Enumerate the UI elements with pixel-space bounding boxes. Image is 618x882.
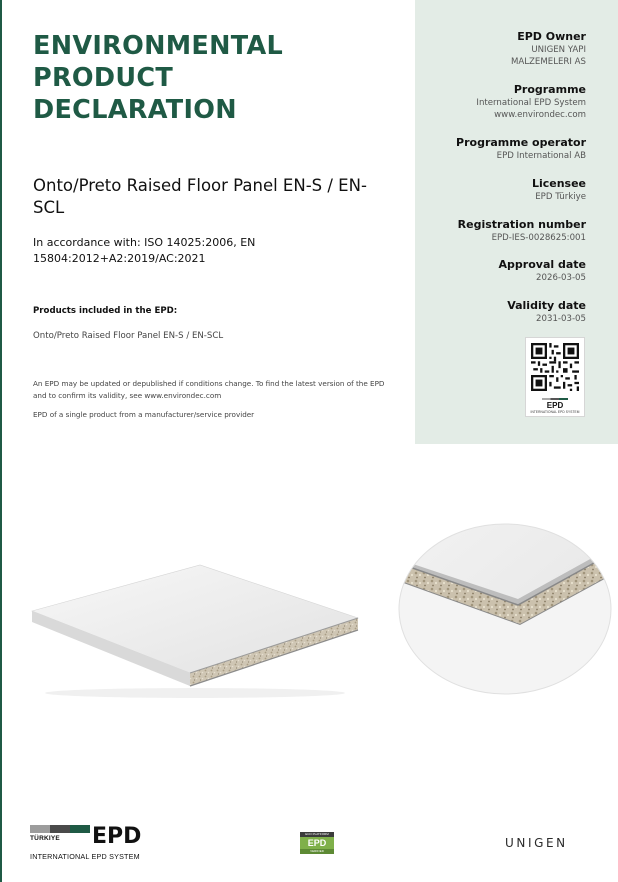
approval-block bbox=[499, 258, 586, 284]
update-note: An EPD may be updated or depublished if conditions change. To find the latest version of the EPD and to confirm its validity, see www.environdec.com bbox=[33, 379, 385, 400]
title-line-1: ENVIRONMENTAL bbox=[33, 31, 284, 61]
epd-logo-international: INTERNATIONAL EPD SYSTEM bbox=[30, 852, 140, 861]
qr-epd-subtext: INTERNATIONAL EPD SYSTEM bbox=[530, 410, 580, 414]
operator-label: Programme operator bbox=[456, 136, 586, 149]
registration-block bbox=[458, 218, 586, 244]
title-line-3: DECLARATION bbox=[33, 95, 237, 125]
registration-value: EPD-IES-0028625:001 bbox=[491, 233, 586, 243]
epd-owner-block bbox=[511, 30, 586, 68]
epd-owner-value-2: MALZEMELERI AS bbox=[510, 57, 586, 67]
epd-logo-stripes bbox=[30, 825, 90, 833]
programme-value-1: International EPD System bbox=[476, 98, 586, 108]
qr-epd-stripes bbox=[542, 398, 568, 400]
approval-label: Approval date bbox=[498, 258, 586, 271]
title-line-2: PRODUCT bbox=[33, 63, 174, 93]
epd-owner-value-1: UNIGEN YAPI bbox=[531, 45, 586, 55]
epd-logo-text: EPD bbox=[92, 824, 142, 849]
qr-code-box[interactable] bbox=[525, 337, 585, 417]
eco-platform-epd: EPD bbox=[300, 837, 334, 849]
operator-block bbox=[456, 136, 586, 162]
epd-logo-turkiye: TÜRKIYE bbox=[30, 835, 60, 842]
qr-code-icon bbox=[531, 343, 579, 391]
products-included-label: Products included in the EPD: bbox=[33, 306, 178, 316]
unigen-brand-logo: UNIGEN bbox=[505, 836, 568, 850]
single-product-note: EPD of a single product from a manufacturer/service provider bbox=[33, 410, 255, 419]
products-included-value: Onto/Preto Raised Floor Panel EN-S / EN-SCL bbox=[33, 331, 224, 341]
registration-label: Registration number bbox=[457, 218, 586, 231]
qr-epd-label bbox=[526, 398, 584, 414]
licensee-value: EPD Türkiye bbox=[535, 192, 586, 202]
validity-label: Validity date bbox=[507, 299, 586, 312]
approval-value: 2026-03-05 bbox=[536, 273, 586, 283]
eco-platform-logo bbox=[300, 832, 334, 854]
programme-block bbox=[476, 83, 586, 121]
product-name: Onto/Preto Raised Floor Panel EN-S / EN-SCL bbox=[33, 176, 367, 217]
info-side-panel bbox=[415, 0, 618, 444]
validity-value: 2031-03-05 bbox=[536, 314, 586, 324]
epd-owner-label: EPD Owner bbox=[517, 30, 586, 43]
left-border-rule bbox=[0, 0, 2, 882]
eco-platform-top: ECO PLATFORM bbox=[300, 832, 334, 837]
validity-block bbox=[507, 299, 586, 325]
programme-value-2[interactable]: www.environdec.com bbox=[494, 110, 586, 120]
programme-label: Programme bbox=[513, 83, 586, 96]
raised-floor-panel-image bbox=[30, 555, 360, 700]
panel-edge-detail-image bbox=[398, 523, 612, 695]
licensee-block bbox=[532, 177, 586, 203]
qr-epd-text: EPD bbox=[546, 401, 564, 410]
operator-value: EPD International AB bbox=[496, 151, 586, 161]
licensee-label: Licensee bbox=[531, 177, 586, 190]
document-title bbox=[33, 30, 393, 126]
eco-platform-verified: VERIFIED bbox=[300, 849, 334, 854]
standards-accordance: In accordance with: ISO 14025:2006, EN 15804:2012+A2:2019/AC:2021 bbox=[33, 236, 256, 265]
